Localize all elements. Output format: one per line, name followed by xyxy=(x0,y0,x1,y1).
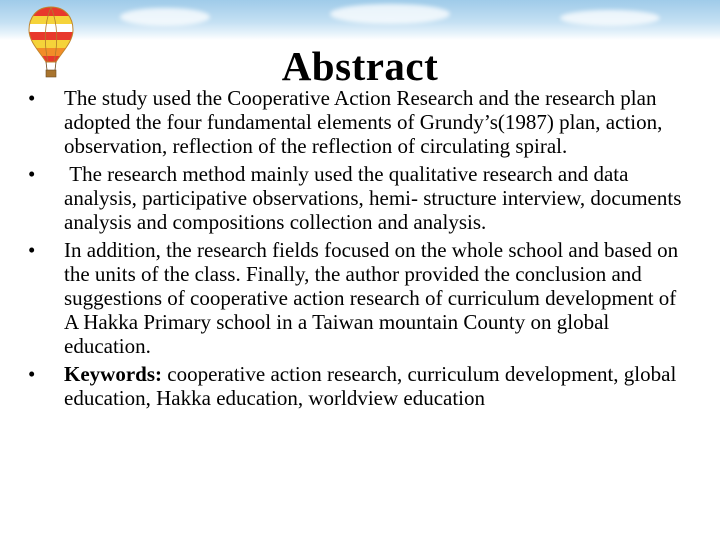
bullet-text: The study used the Cooperative Action Research and the research plan adopted the four fundamental elements of Grundy’s(1987) plan, action, observation, reflection of the reflection of circulating spiral. xyxy=(64,86,663,158)
bullet-marker: • xyxy=(28,86,36,110)
bullet-text: In addition, the research fields focused on the whole school and based on the units of the class. Finally, the author provided the conclusion and suggestions of cooperative action research of curriculum development of A Hakka Primary school in a Taiwan mountain County on global education. xyxy=(64,238,679,358)
bullet-marker: • xyxy=(28,238,36,262)
keywords-label: Keywords: xyxy=(64,362,162,386)
bullet-marker: • xyxy=(28,162,36,186)
bullet-item-keywords xyxy=(28,362,690,410)
slide-title: Abstract xyxy=(281,43,439,89)
bullet-marker: • xyxy=(28,362,36,386)
bullet-item xyxy=(28,162,690,234)
header-band xyxy=(0,0,720,40)
bullet-item xyxy=(28,86,690,158)
bullet-list xyxy=(28,86,690,414)
bullet-text: The research method mainly used the qualitative research and data analysis, participative observations, hemi- structure interview, documents analysis and compositions collection and analysis. xyxy=(64,162,687,234)
bullet-item xyxy=(28,238,690,358)
keywords-text: cooperative action research, curriculum development, global education, Hakka education, worldview education xyxy=(64,362,682,410)
